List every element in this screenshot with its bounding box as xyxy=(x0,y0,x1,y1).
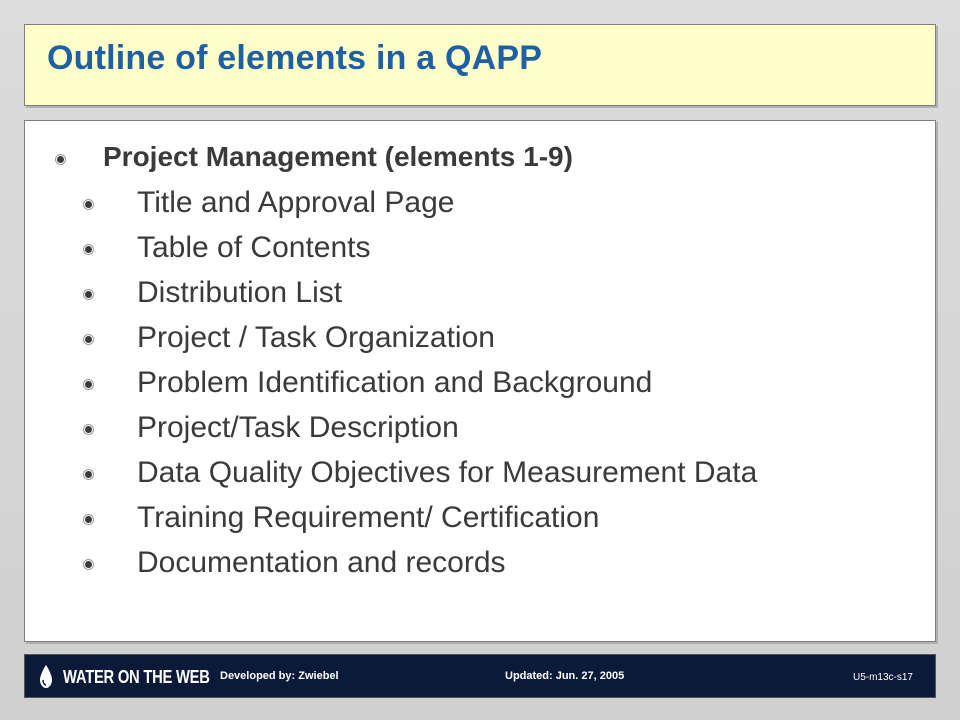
bullet-item-text: Data Quality Objectives for Measurement Data xyxy=(137,456,758,489)
footer-updated: Updated: Jun. 27, 2005 xyxy=(505,670,625,682)
footer-slide-code: U5-m13c-s17 xyxy=(852,672,913,683)
bullet-icon xyxy=(85,336,92,343)
bullet-icon xyxy=(85,246,92,253)
water-drop-icon xyxy=(37,664,55,690)
bullet-item xyxy=(25,227,935,272)
bullet-item xyxy=(25,272,935,317)
bullet-main-text: Project Management (elements 1-9) xyxy=(103,141,573,172)
bullet-item xyxy=(25,542,935,587)
bullet-item-text: Project / Task Organization xyxy=(137,321,495,354)
bullet-icon xyxy=(85,381,92,388)
bullet-icon xyxy=(85,291,92,298)
footer-developed: Developed by: Zwiebel xyxy=(220,670,339,682)
footer-bar xyxy=(24,654,936,698)
bullet-item-text: Table of Contents xyxy=(137,231,371,264)
bullet-icon xyxy=(85,201,92,208)
bullet-icon xyxy=(85,471,92,478)
bullet-item-text: Documentation and records xyxy=(137,546,506,579)
bullet-icon xyxy=(85,516,92,523)
bullet-item xyxy=(25,317,935,362)
title-box xyxy=(24,24,936,106)
bullet-main xyxy=(25,137,935,182)
slide-title: Outline of elements in a QAPP xyxy=(47,39,543,77)
bullet-item xyxy=(25,497,935,542)
bullet-icon xyxy=(57,156,64,163)
bullet-item xyxy=(25,452,935,497)
bullet-item xyxy=(25,182,935,227)
bullet-item xyxy=(25,362,935,407)
bullet-item-text: Project/Task Description xyxy=(137,411,459,444)
bullet-icon xyxy=(85,561,92,568)
bullet-item-text: Title and Approval Page xyxy=(137,186,455,219)
bullet-item-text: Problem Identification and Background xyxy=(137,366,653,399)
bullet-icon xyxy=(85,426,92,433)
content-box xyxy=(24,120,936,642)
bullet-item-text: Distribution List xyxy=(137,276,343,309)
bullet-item xyxy=(25,407,935,452)
water-on-the-web-logo xyxy=(37,663,242,691)
bullet-list xyxy=(25,137,935,587)
logo-text: WATER ON THE WEB xyxy=(63,666,210,687)
bullet-item-text: Training Requirement/ Certification xyxy=(137,501,600,534)
